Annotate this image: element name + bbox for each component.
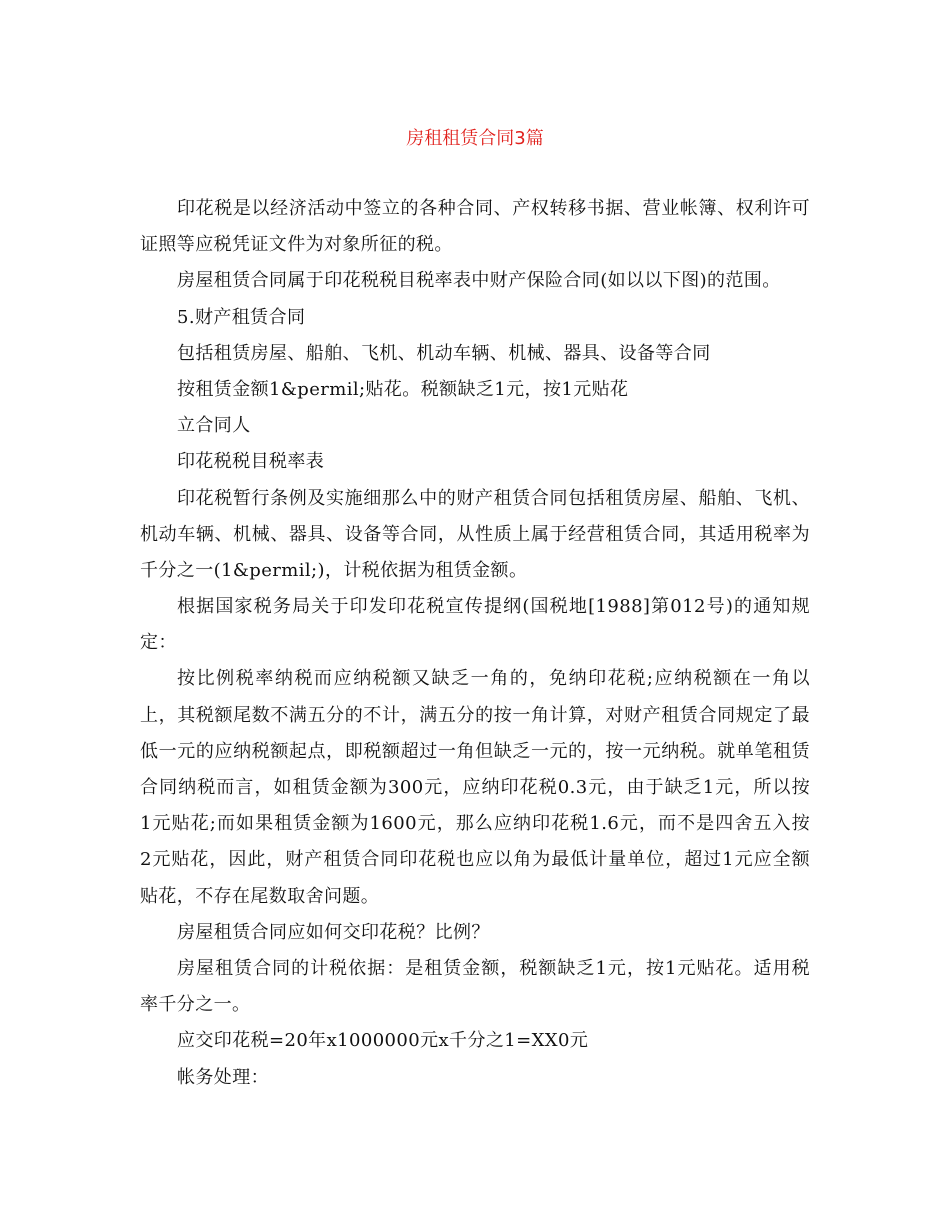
paragraph-line: 证照等应税凭证文件为对象所征的税。 (140, 234, 453, 256)
paragraph-line: 1元贴花;而如果租赁金额为1600元，那么应纳印花税1.6元，而不是四舍五入按 (140, 813, 810, 835)
paragraph-line: 印花税暂行条例及实施细那么中的财产租赁合同包括租赁房屋、船舶、飞机、 (177, 487, 810, 509)
paragraph-line: 房屋租赁合同属于印花税税目税率表中财产保险合同(如以以下图)的范围。 (177, 270, 781, 292)
document-body (140, 191, 810, 1096)
paragraph-line: 印花税是以经济活动中签立的各种合同、产权转移书据、营业帐簿、权利许可 (177, 198, 810, 219)
paragraph-line: 按比例税率纳税而应纳税额又缺乏一角的，免纳印花税;应纳税额在一角以 (177, 668, 810, 690)
paragraph-line: 印花税税目税率表 (177, 451, 325, 473)
paragraph-line: 按租赁金额1&permil;贴花。税额缺乏1元，按1元贴花 (177, 378, 629, 400)
paragraph-line: 根据国家税务局关于印发印花税宣传提纲(国税地[1988]第012号)的通知规 (177, 596, 810, 618)
paragraph-line: 机动车辆、机械、器具、设备等合同，从性质上属于经营租赁合同，其适用税率为 (140, 523, 810, 545)
paragraph-line: 5.财产租赁合同 (177, 306, 306, 328)
paragraph-line: 房屋租赁合同的计税依据：是租赁金额，税额缺乏1元，按1元贴花。适用税 (177, 957, 810, 979)
paragraph-line: 应交印花税=20年x1000000元x千分之1=XX0元 (177, 1030, 589, 1052)
paragraph-line: 率千分之一。 (140, 994, 251, 1016)
paragraph-line: 帐务处理： (177, 1066, 269, 1088)
paragraph-line: 千分之一(1&permil;)，计税依据为租赁金额。 (140, 559, 528, 581)
paragraph-line: 立合同人 (177, 415, 251, 437)
paragraph-line: 包括租赁房屋、船舶、飞机、机动车辆、机械、器具、设备等合同 (177, 342, 711, 364)
paragraph-line: 上，其税额尾数不满五分的不计，满五分的按一角计算，对财产租赁合同规定了最 (140, 704, 810, 726)
paragraph-line: 合同纳税而言，如租赁金额为300元，应纳印花税0.3元，由于缺乏1元，所以按 (140, 777, 810, 798)
paragraph-line: 低一元的应纳税额起点，即税额超过一角但缺乏一元的，按一元纳税。就单笔租赁 (140, 740, 810, 762)
paragraph-line: 定： (140, 632, 177, 654)
paragraph-line: 房屋租赁合同应如何交印花税？比例？ (177, 921, 490, 943)
paragraph-line: 2元贴花，因此，财产租赁合同印花税也应以角为最低计量单位，超过1元应全额 (140, 849, 810, 871)
document-title: 房租租赁合同3篇 (406, 128, 544, 149)
paragraph-line: 贴花，不存在尾数取舍问题。 (140, 885, 380, 907)
